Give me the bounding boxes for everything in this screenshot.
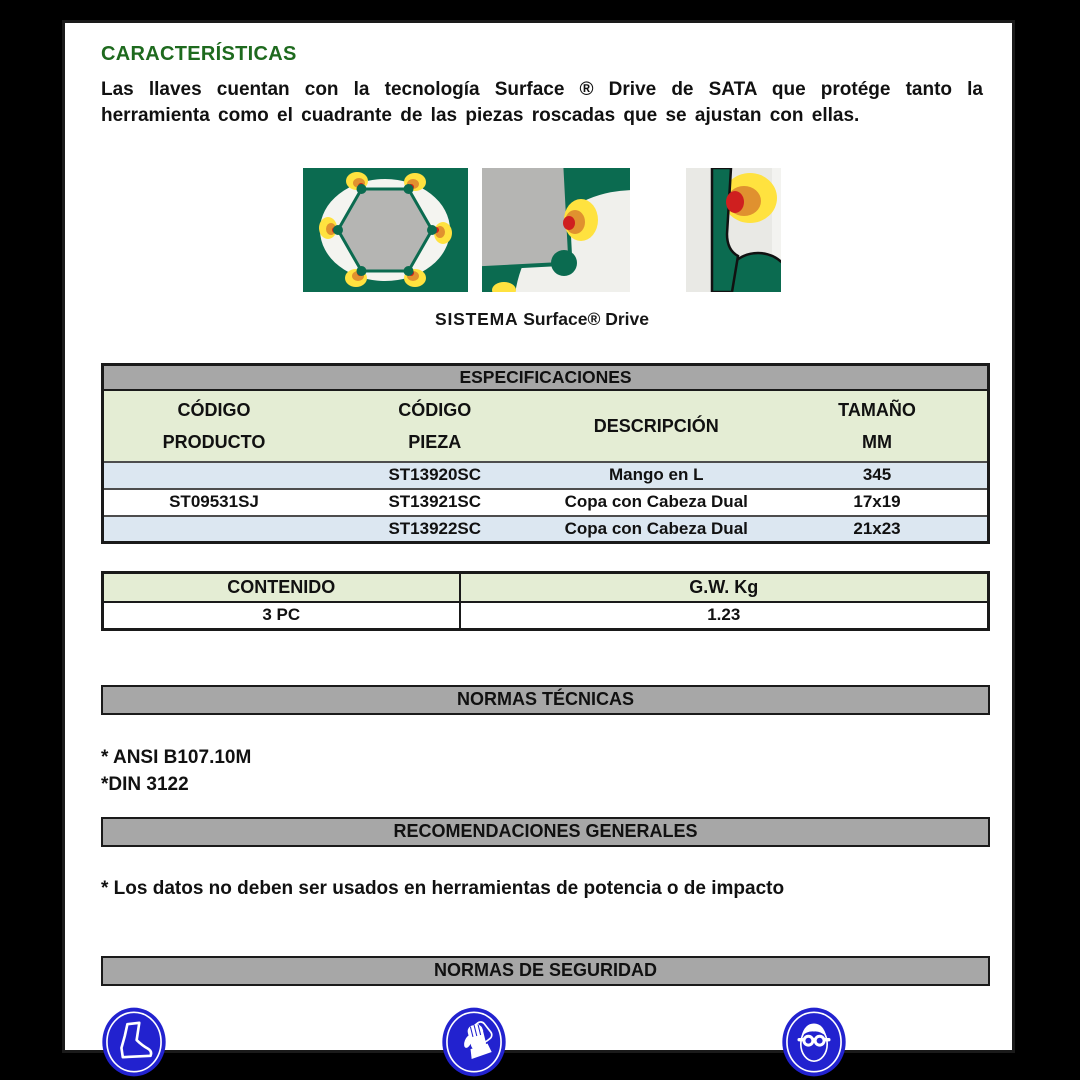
page-content — [65, 23, 1012, 1078]
norma-item: * ANSI B107.10M — [101, 747, 252, 768]
section-bar-normas-seguridad: NORMAS DE SEGURIDAD — [101, 956, 990, 986]
col-header-codigo-pieza: CÓDIGO PIEZA — [324, 390, 546, 462]
table-row: ST13922SC Copa con Cabeza Dual 21x23 — [103, 516, 989, 543]
table-row: ST09531SJ ST13921SC Copa con Cabeza Dual 17x19 — [103, 489, 989, 516]
safety-goggles-icon — [781, 1006, 847, 1078]
normas-tecnicas-list — [101, 744, 983, 798]
content-header-gw-kg: G.W. Kg — [460, 573, 989, 602]
figure-caption — [101, 309, 983, 330]
col-header-descripcion: DESCRIPCIÓN — [546, 390, 768, 462]
specifications-table — [101, 363, 990, 544]
table-row: ST13920SC Mango en L 345 — [103, 462, 989, 489]
corner-detail-image — [482, 168, 630, 292]
datasheet-page — [62, 20, 1015, 1053]
col-header-codigo-producto: CÓDIGO PRODUCTO — [103, 390, 325, 462]
col-header-tamano-mm: TAMAÑO MM — [767, 390, 989, 462]
content-table — [101, 571, 990, 631]
recomendaciones-text: * Los datos no deben ser usados en herramientas de potencia o de impacto — [101, 878, 785, 899]
spec-table-title: ESPECIFICACIONES — [103, 365, 989, 390]
table-row: 3 PC 1.23 — [103, 602, 989, 630]
norma-item: *DIN 3122 — [101, 774, 189, 795]
safety-boots-icon — [101, 1006, 167, 1078]
safety-gloves-icon — [441, 1006, 507, 1078]
caption-rest: Surface® Drive — [518, 309, 649, 329]
page-title: CARACTERÍSTICAS — [101, 43, 297, 65]
safety-icons-row — [101, 1006, 847, 1078]
contact-point-image — [686, 168, 781, 292]
section-bar-normas-tecnicas: NORMAS TÉCNICAS — [101, 685, 990, 715]
hexagon-cross-section-image — [303, 168, 468, 292]
content-header-contenido: CONTENIDO — [103, 573, 460, 602]
surface-drive-figures — [101, 168, 983, 292]
caption-bold: SISTEMA — [435, 309, 519, 329]
section-bar-recomendaciones: RECOMENDACIONES GENERALES — [101, 817, 990, 847]
intro-paragraph: Las llaves cuentan con la tecnología Surface ® Drive de SATA que protége tanto la herramienta como el cuadrante de las piezas roscadas que se ajustan con ellas. — [101, 79, 983, 126]
